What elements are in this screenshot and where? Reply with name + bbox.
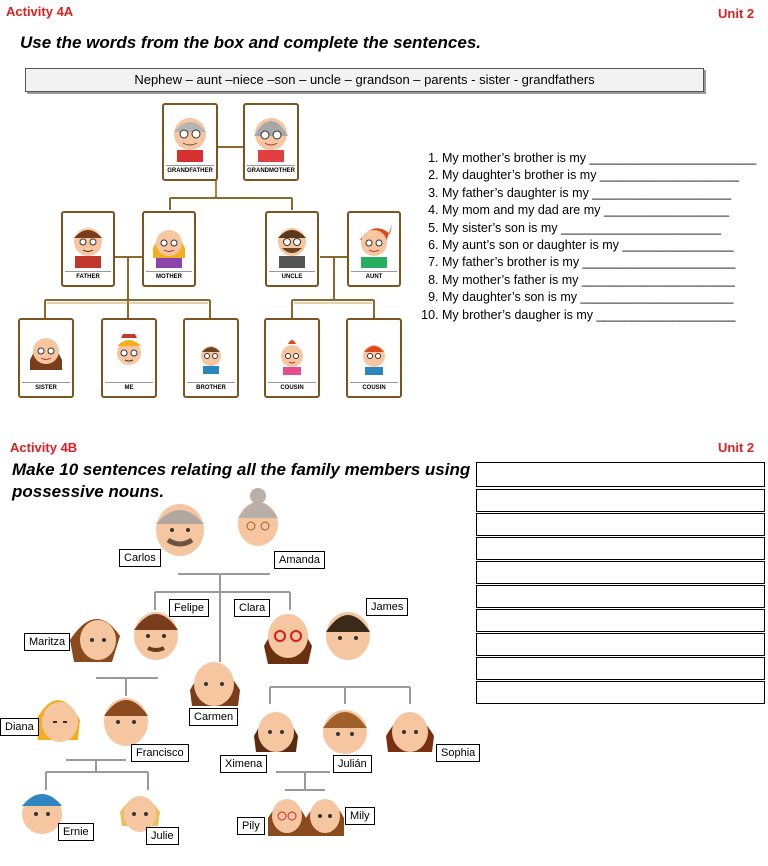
card-label: FATHER xyxy=(65,271,111,283)
activity-4a-label: Activity 4A xyxy=(6,4,74,19)
sophia-face-icon xyxy=(386,712,434,752)
carmen-face-icon xyxy=(190,662,240,706)
card-label: MOTHER xyxy=(146,271,192,283)
name-ximena: Ximena xyxy=(220,755,267,773)
name-diana: Diana xyxy=(0,718,39,736)
sentence-item: 2. My daughter’s brother is my ____________________ xyxy=(442,167,768,184)
name-carmen: Carmen xyxy=(189,708,238,726)
name-francisco: Francisco xyxy=(131,744,189,762)
francisco-face-icon xyxy=(104,698,148,746)
card-label: GRANDFATHER xyxy=(166,165,214,177)
sentence-item: 10. My brother’s daugher is my ____________________ xyxy=(442,307,768,324)
name-maritza: Maritza xyxy=(24,633,70,651)
sentence-item: 4. My mom and my dad are my __________________ xyxy=(442,202,768,219)
card-label: AUNT xyxy=(351,271,397,283)
clara-face-icon xyxy=(264,614,312,664)
diana-face-icon xyxy=(36,700,80,742)
card-label: UNCLE xyxy=(269,271,315,283)
card-label: COUSIN xyxy=(268,382,316,394)
unit-label-bottom: Unit 2 xyxy=(718,440,755,455)
name-ernie: Ernie xyxy=(58,823,94,841)
felipe-face-icon xyxy=(134,612,178,660)
card-label: COUSIN xyxy=(350,382,398,394)
unit-label-top: Unit 2 xyxy=(718,6,755,21)
sentence-item: 8. My mother’s father is my ______________________ xyxy=(442,272,768,289)
name-julie: Julie xyxy=(146,827,179,845)
word-box: Nephew – aunt –niece –son – uncle – grandson – parents - sister - grandfathers xyxy=(25,68,704,92)
sentence-item: 1. My mother’s brother is my ________________________ xyxy=(442,150,768,167)
name-amanda: Amanda xyxy=(274,551,325,569)
carlos-face-icon xyxy=(156,504,204,556)
julian-face-icon xyxy=(323,710,367,754)
mily-face-icon xyxy=(306,799,344,836)
name-sophia: Sophia xyxy=(436,744,480,762)
name-pily: Pily xyxy=(237,817,265,835)
ernie-face-icon xyxy=(22,794,62,834)
card-label: ME xyxy=(105,382,153,394)
instruction-4b-line2: possessive nouns. xyxy=(12,482,165,501)
sentence-item: 5. My sister’s son is my _______________________ xyxy=(442,220,768,237)
pily-face-icon xyxy=(268,799,306,836)
amanda-face-icon xyxy=(238,488,278,546)
instruction-4a: Use the words from the box and complete the sentences. xyxy=(20,33,481,52)
sentence-item: 9. My daughter’s son is my ______________________ xyxy=(442,289,768,306)
james-face-icon xyxy=(326,612,370,660)
activity-4b-label: Activity 4B xyxy=(10,440,78,455)
sentence-item: 7. My father’s brother is my ______________________ xyxy=(442,254,768,271)
name-mily: Mily xyxy=(345,807,375,825)
sentence-item: 6. My aunt’s son or daughter is my ________________ xyxy=(442,237,768,254)
card-label: SISTER xyxy=(22,382,70,394)
name-clara: Clara xyxy=(234,599,270,617)
instruction-4b-line1: Make 10 sentences relating all the family members using xyxy=(12,460,471,479)
sentence-item: 3. My father’s daughter is my ____________________ xyxy=(442,185,768,202)
name-felipe: Felipe xyxy=(169,599,209,617)
name-julian: Julián xyxy=(333,755,372,773)
name-james: James xyxy=(366,598,408,616)
maritza-face-icon xyxy=(70,619,120,662)
card-label: GRANDMOTHER xyxy=(247,165,295,177)
ximena-face-icon xyxy=(254,712,298,752)
name-carlos: Carlos xyxy=(119,549,161,567)
card-label: BROTHER xyxy=(187,382,235,394)
